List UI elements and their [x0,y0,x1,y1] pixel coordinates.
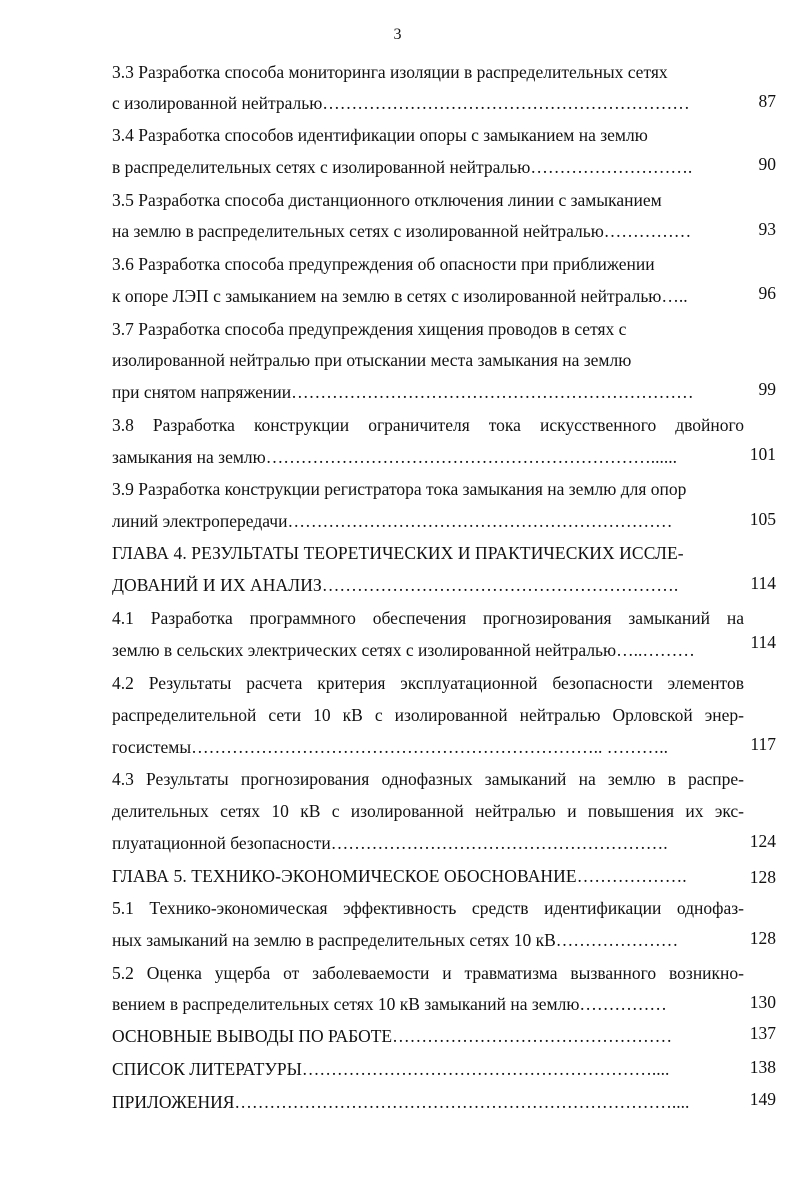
toc-line: 3.4 Разработка способов идентификации опоры с замыканием на землю [112,125,648,145]
toc-line: землю в сельских электрических сетях с изолированной нейтралью…..……… [112,640,695,660]
toc-line: 3.6 Разработка способа предупреждения об опасности при приближении [112,254,655,274]
toc-page-ref: 90 [758,154,776,174]
toc-line: 4.2 Результаты расчета критерия эксплуатационной безопасности элементов [112,673,744,693]
toc-page-ref: 137 [749,1023,776,1043]
toc-line: вением в распределительных сетях 10 кВ замыканий на землю…………… [112,994,667,1014]
toc-page-ref: 105 [749,509,776,529]
toc-page-ref: 117 [750,734,776,754]
toc-line: госистемы…………………………………………………………….. ……….. [112,737,668,757]
toc-line: 3.3 Разработка способа мониторинга изоляции в распределительных сетях [112,62,668,82]
toc-line: 4.1 Разработка программного обеспечения прогнозирования замыканий на [112,608,744,628]
toc-line: при снятом напряжении…………………………………………………………… [112,382,694,402]
toc-page-ref: 96 [758,283,776,303]
toc-line: на землю в распределительных сетях с изолированной нейтралью…………… [112,221,692,241]
toc-page-ref: 130 [749,992,776,1012]
toc-page-ref: 101 [749,444,776,464]
toc-line: плуатационной безопасности…………………………………………………. [112,833,668,853]
toc-line: делительных сетях 10 кВ с изолированной нейтралью и повышения их экс- [112,801,744,821]
toc-page-ref: 114 [750,632,776,652]
toc-chapter-line: ГЛАВА 4. РЕЗУЛЬТАТЫ ТЕОРЕТИЧЕСКИХ И ПРАКТИЧЕСКИХ ИССЛЕ- [112,543,684,563]
toc-line: 3.7 Разработка способа предупреждения хищения проводов в сетях с [112,319,627,339]
toc-page-ref: 99 [758,379,776,399]
toc-line: распределительной сети 10 кВ с изолированной нейтралью Орловской энер- [112,705,744,725]
toc-section-line: ПРИЛОЖЕНИЯ………………………………………………………………….... [112,1092,690,1112]
page-number: 3 [393,26,402,43]
toc-line: 5.2 Оценка ущерба от заболеваемости и травматизма вызванного возникно- [112,963,744,983]
toc-line: 3.9 Разработка конструкции регистратора тока замыкания на землю для опор [112,479,687,499]
toc-line: линий электропередачи………………………………………………………… [112,511,673,531]
toc-page-ref: 87 [758,91,776,111]
toc-page-ref: 114 [750,573,776,593]
toc-section-line: ОСНОВНЫЕ ВЫВОДЫ ПО РАБОТЕ………………………………………… [112,1026,673,1046]
toc-line: в распределительных сетях с изолированной нейтралью………………………. [112,157,693,177]
toc-line: ных замыканий на землю в распределительных сетях 10 кВ………………… [112,930,679,950]
toc-line: 3.8 Разработка конструкции ограничителя тока искусственного двойного [112,415,744,435]
toc-line: изолированной нейтралью при отыскании места замыкания на землю [112,350,632,370]
toc-page-ref: 128 [749,928,776,948]
toc-chapter-line: ГЛАВА 5. ТЕХНИКО-ЭКОНОМИЧЕСКОЕ ОБОСНОВАНИЕ………………. [112,866,687,886]
toc-line: с изолированной нейтралью……………………………………………………… [112,93,690,113]
toc-line: 5.1 Технико-экономическая эффективность средств идентификации однофаз- [112,898,744,918]
toc-page-ref: 93 [758,219,776,239]
toc-page-ref: 128 [749,867,776,887]
toc-page-ref: 138 [749,1057,776,1077]
toc-page-ref: 149 [749,1089,776,1109]
toc-line: 3.5 Разработка способа дистанционного отключения линии с замыканием [112,190,662,210]
toc-page-ref: 124 [749,831,776,851]
toc-line: 4.3 Результаты прогнозирования однофазных замыканий на землю в распре- [112,769,744,789]
toc-line: к опоре ЛЭП с замыканием на землю в сетях с изолированной нейтралью….. [112,286,688,306]
toc-chapter-line: ДОВАНИЙ И ИХ АНАЛИЗ……………………………………………………. [112,575,679,595]
toc-section-line: СПИСОК ЛИТЕРАТУРЫ…………………………………………………….... [112,1059,670,1079]
toc-line: замыкания на землю…………………………………………………………...... [112,447,677,467]
